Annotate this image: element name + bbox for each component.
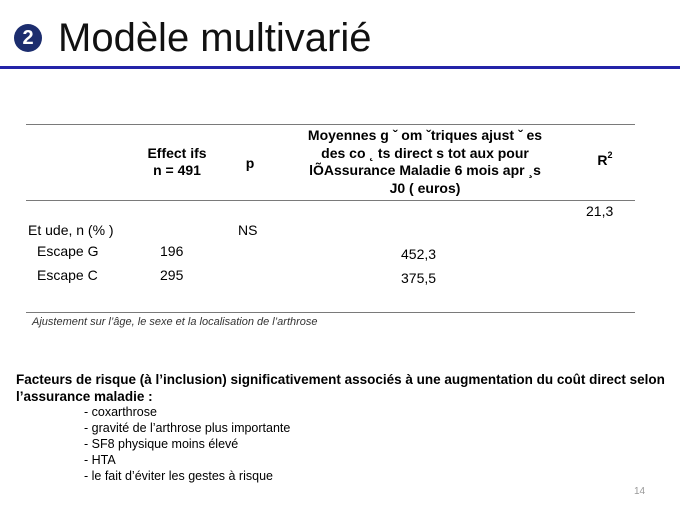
risk-factors-list bbox=[84, 404, 290, 484]
col-header-moyennes-line4: J0 ( euros) bbox=[389, 179, 461, 196]
list-item: - SF8 physique moins élevé bbox=[84, 437, 239, 451]
col-header-effectifs bbox=[132, 145, 222, 179]
col-header-r2 bbox=[590, 152, 620, 171]
table-header-rule bbox=[26, 200, 635, 201]
list-item: - gravité de l’arthrose plus importante bbox=[84, 421, 291, 435]
p-value: NS bbox=[238, 222, 258, 238]
slide-title: Modèle multivarié bbox=[58, 16, 372, 60]
list-item: - coxarthrose bbox=[84, 405, 157, 419]
table-bottom-rule bbox=[26, 312, 635, 313]
row-group-label: Et ude, n (% ) bbox=[28, 222, 114, 238]
list-item: - le fait d’éviter les gestes à risque bbox=[84, 469, 273, 483]
col-header-moyennes-line1: Moyennes g ˇ om ˇtriques ajust ˇ es bbox=[307, 127, 543, 143]
risk-factors-heading: Facteurs de risque (à l’inclusion) significativement associés à une augmentation du coût direct selon l’assurance maladie : bbox=[16, 372, 665, 404]
col-header-moyennes-line2: des co ˛ ts direct s tot aux pour bbox=[321, 144, 529, 161]
row-mean: 375,5 bbox=[401, 270, 437, 286]
col-header-effectifs-line2: n = 491 bbox=[153, 162, 201, 178]
col-header-r2-label: R bbox=[597, 152, 608, 168]
list-item: - HTA bbox=[84, 453, 116, 467]
row-mean: 452,3 bbox=[401, 246, 437, 262]
col-header-r2-superscript: 2 bbox=[607, 150, 613, 160]
page-number: 14 bbox=[634, 486, 646, 497]
col-header-moyennes bbox=[270, 127, 580, 197]
table-footnote: Ajustement sur l’âge, le sexe et la localisation de l’arthrose bbox=[32, 316, 318, 328]
row-label: Escape G bbox=[37, 243, 99, 259]
col-header-p: p bbox=[245, 155, 255, 171]
row-label: Escape C bbox=[37, 267, 98, 283]
row-n: 196 bbox=[160, 243, 184, 259]
col-header-moyennes-line3: lÕAssurance Maladie 6 mois apr ¸s bbox=[309, 162, 541, 178]
title-underline bbox=[0, 66, 680, 69]
r2-value: 21,3 bbox=[586, 203, 614, 219]
row-n: 295 bbox=[160, 267, 184, 283]
col-header-effectifs-line1: Effect ifs bbox=[147, 145, 207, 161]
title-number-bullet: 2 bbox=[14, 24, 42, 52]
table-top-rule bbox=[26, 124, 635, 125]
